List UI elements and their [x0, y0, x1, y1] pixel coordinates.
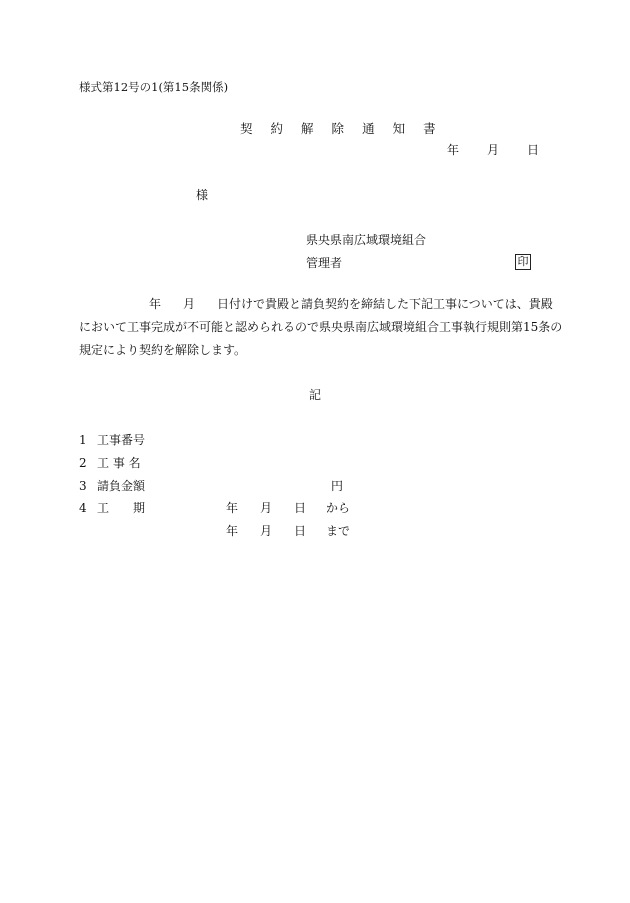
item-number: 4 [79, 501, 87, 515]
body-year: 年 [149, 297, 162, 311]
item-row [79, 480, 145, 492]
issuer-organization: 県央県南広域環境組合 [306, 233, 427, 247]
item-number: 1 [79, 433, 87, 447]
body-month: 月 [183, 297, 196, 311]
period-from-suffix: から [326, 501, 351, 515]
period-from-year: 年 [226, 501, 239, 515]
period-to-month: 月 [260, 524, 273, 538]
issuer-role: 管理者 [306, 256, 343, 270]
item-row [79, 434, 145, 446]
title-char: 約 [270, 121, 284, 136]
ki-heading: 記 [309, 388, 322, 402]
period-to [226, 525, 350, 537]
form-reference: 様式第12号の1(第15条関係) [79, 80, 229, 94]
period-to-day: 日 [294, 524, 307, 538]
item-number: 2 [79, 456, 87, 470]
title-char: 通 [362, 121, 375, 136]
period-to-suffix: まで [326, 524, 351, 538]
period-from [226, 502, 350, 514]
item-label: 工 事 名 [97, 456, 141, 470]
seal-mark: 印 [515, 254, 531, 270]
date-month: 月 [487, 143, 500, 157]
title-char: 解 [301, 121, 314, 136]
title-char: 書 [423, 121, 436, 136]
date-day: 日 [527, 143, 540, 157]
document-title [240, 123, 436, 136]
period-to-year: 年 [226, 524, 239, 538]
period-from-day: 日 [294, 501, 307, 515]
notice-date [447, 144, 539, 156]
item-number: 3 [79, 479, 87, 493]
body-line1-text: 日付けで貴殿と請負契約を締結した下記工事については、貴殿 [217, 297, 553, 311]
item-row [79, 502, 145, 514]
amount-unit: 円 [331, 479, 344, 493]
body-line-1 [79, 298, 553, 310]
title-char: 知 [392, 121, 406, 136]
item-label: 請負金額 [97, 479, 146, 493]
item-label: 工 期 [97, 501, 146, 515]
title-char: 除 [331, 121, 345, 136]
date-year: 年 [447, 143, 460, 157]
addressee-honorific: 様 [196, 188, 209, 202]
item-row [79, 457, 141, 469]
body-line-2: において工事完成が不可能と認められるので県央県南広域環境組合工事執行規則第15条の [79, 320, 563, 334]
title-char: 契 [240, 121, 253, 136]
item-label: 工事番号 [97, 433, 146, 447]
period-from-month: 月 [260, 501, 273, 515]
body-line-3: 規定により契約を解除します。 [79, 343, 247, 357]
